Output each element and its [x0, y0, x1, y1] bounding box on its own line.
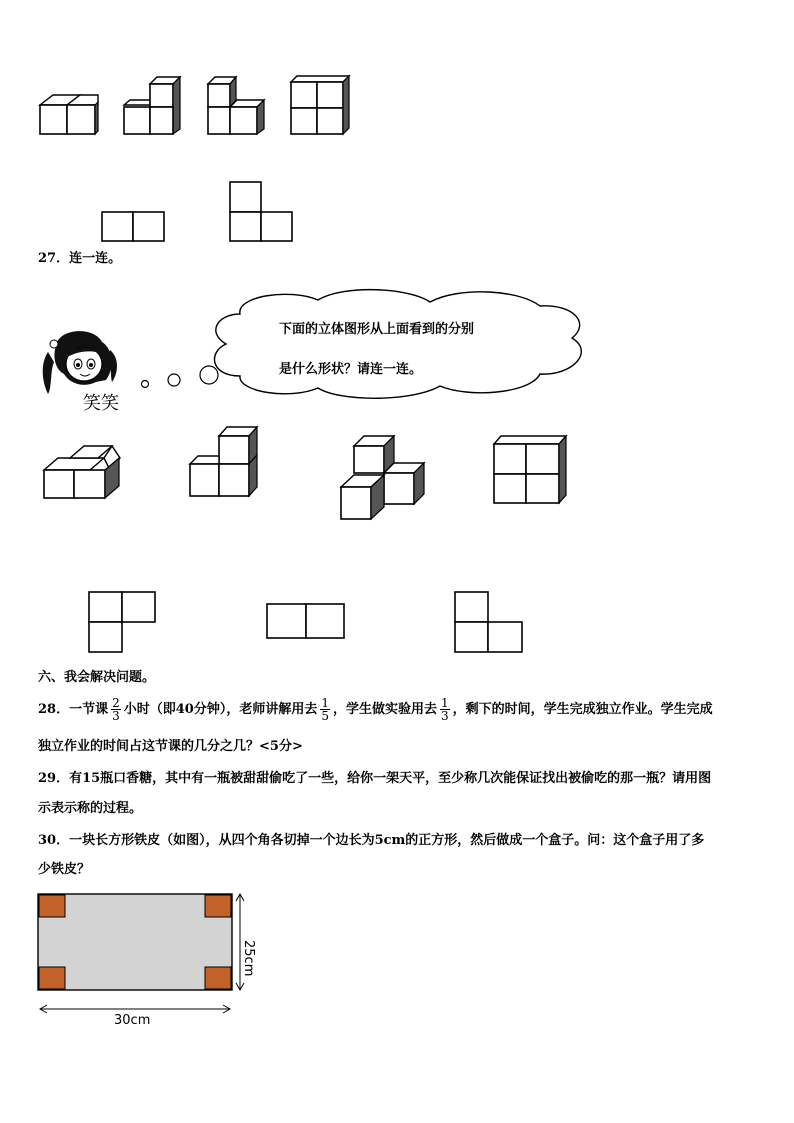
- bubble-line-2: 是什么形状？请连一连。: [279, 362, 423, 377]
- top-view-shape-c: [89, 592, 155, 652]
- cube-figure-2: [124, 77, 180, 134]
- corner-square-top-left: [39, 895, 65, 917]
- q28-part-2: 小时（即40分钟），老师讲解用去: [123, 702, 318, 717]
- cube-figure-7: [341, 436, 424, 519]
- top-view-shape-a: [102, 212, 164, 241]
- cube-figure-1: [40, 95, 98, 134]
- height-label: 25cm: [241, 940, 256, 977]
- fraction-1-3: $\frac{1}{3}$: [440, 696, 449, 723]
- bubble-line-1: 下面的立体图形从上面看到的分别: [279, 322, 475, 337]
- q28-part-4: ，剩下的时间，学生完成独立作业。学生完成: [452, 702, 713, 717]
- q28-part-3: ，学生做实验用去: [332, 702, 437, 717]
- corner-square-bottom-left: [39, 967, 65, 989]
- cube-figures-second-row: [0, 420, 794, 660]
- character-name: 笑笑: [83, 393, 119, 414]
- cube-figure-5: [44, 446, 120, 498]
- width-label: 30cm: [114, 1013, 151, 1028]
- question-28-line-2: 独立作业的时间占这节课的几分之几？<5分>: [38, 739, 303, 754]
- fraction-1-5: $\frac{1}{5}$: [321, 696, 329, 723]
- corner-square-bottom-right: [205, 967, 231, 989]
- question-29-line-1: 29．有15瓶口香糖，其中有一瓶被甜甜偷吃了一些，给你一架天平，至少称几次能保证找出被偷吃的那一瓶？请用图: [38, 771, 712, 786]
- question-30-line-2: 少铁皮？: [38, 862, 91, 877]
- question-28-line-1: [38, 695, 713, 725]
- corner-square-top-right: [205, 895, 231, 917]
- top-view-shape-d: [267, 604, 344, 638]
- question-30-line-1: 30．一块长方形铁皮（如图），从四个角各切掉一个边长为5cm的正方形，然后做成一个盒子。问：这个盒子用了多: [38, 833, 705, 848]
- cube-figure-4: [291, 76, 349, 134]
- cube-figure-6: [190, 427, 257, 496]
- sheet-rectangle: [38, 894, 232, 990]
- fraction-2-3: $\frac{2}{3}$: [112, 696, 120, 723]
- question-27-label: 27．连一连。: [38, 251, 122, 266]
- cube-figures-top-row: [0, 0, 794, 260]
- cube-figure-8: [494, 436, 566, 503]
- question-29-line-2: 示表示称的过程。: [38, 801, 143, 816]
- q28-part-1: 28．一节课: [38, 702, 109, 717]
- top-view-shape-b: [230, 182, 292, 241]
- cube-figure-3: [208, 77, 264, 134]
- width-dimension-arrow: [40, 1005, 230, 1013]
- top-view-shape-e: [455, 592, 522, 652]
- section-6-title: 六、我会解决问题。: [38, 670, 156, 685]
